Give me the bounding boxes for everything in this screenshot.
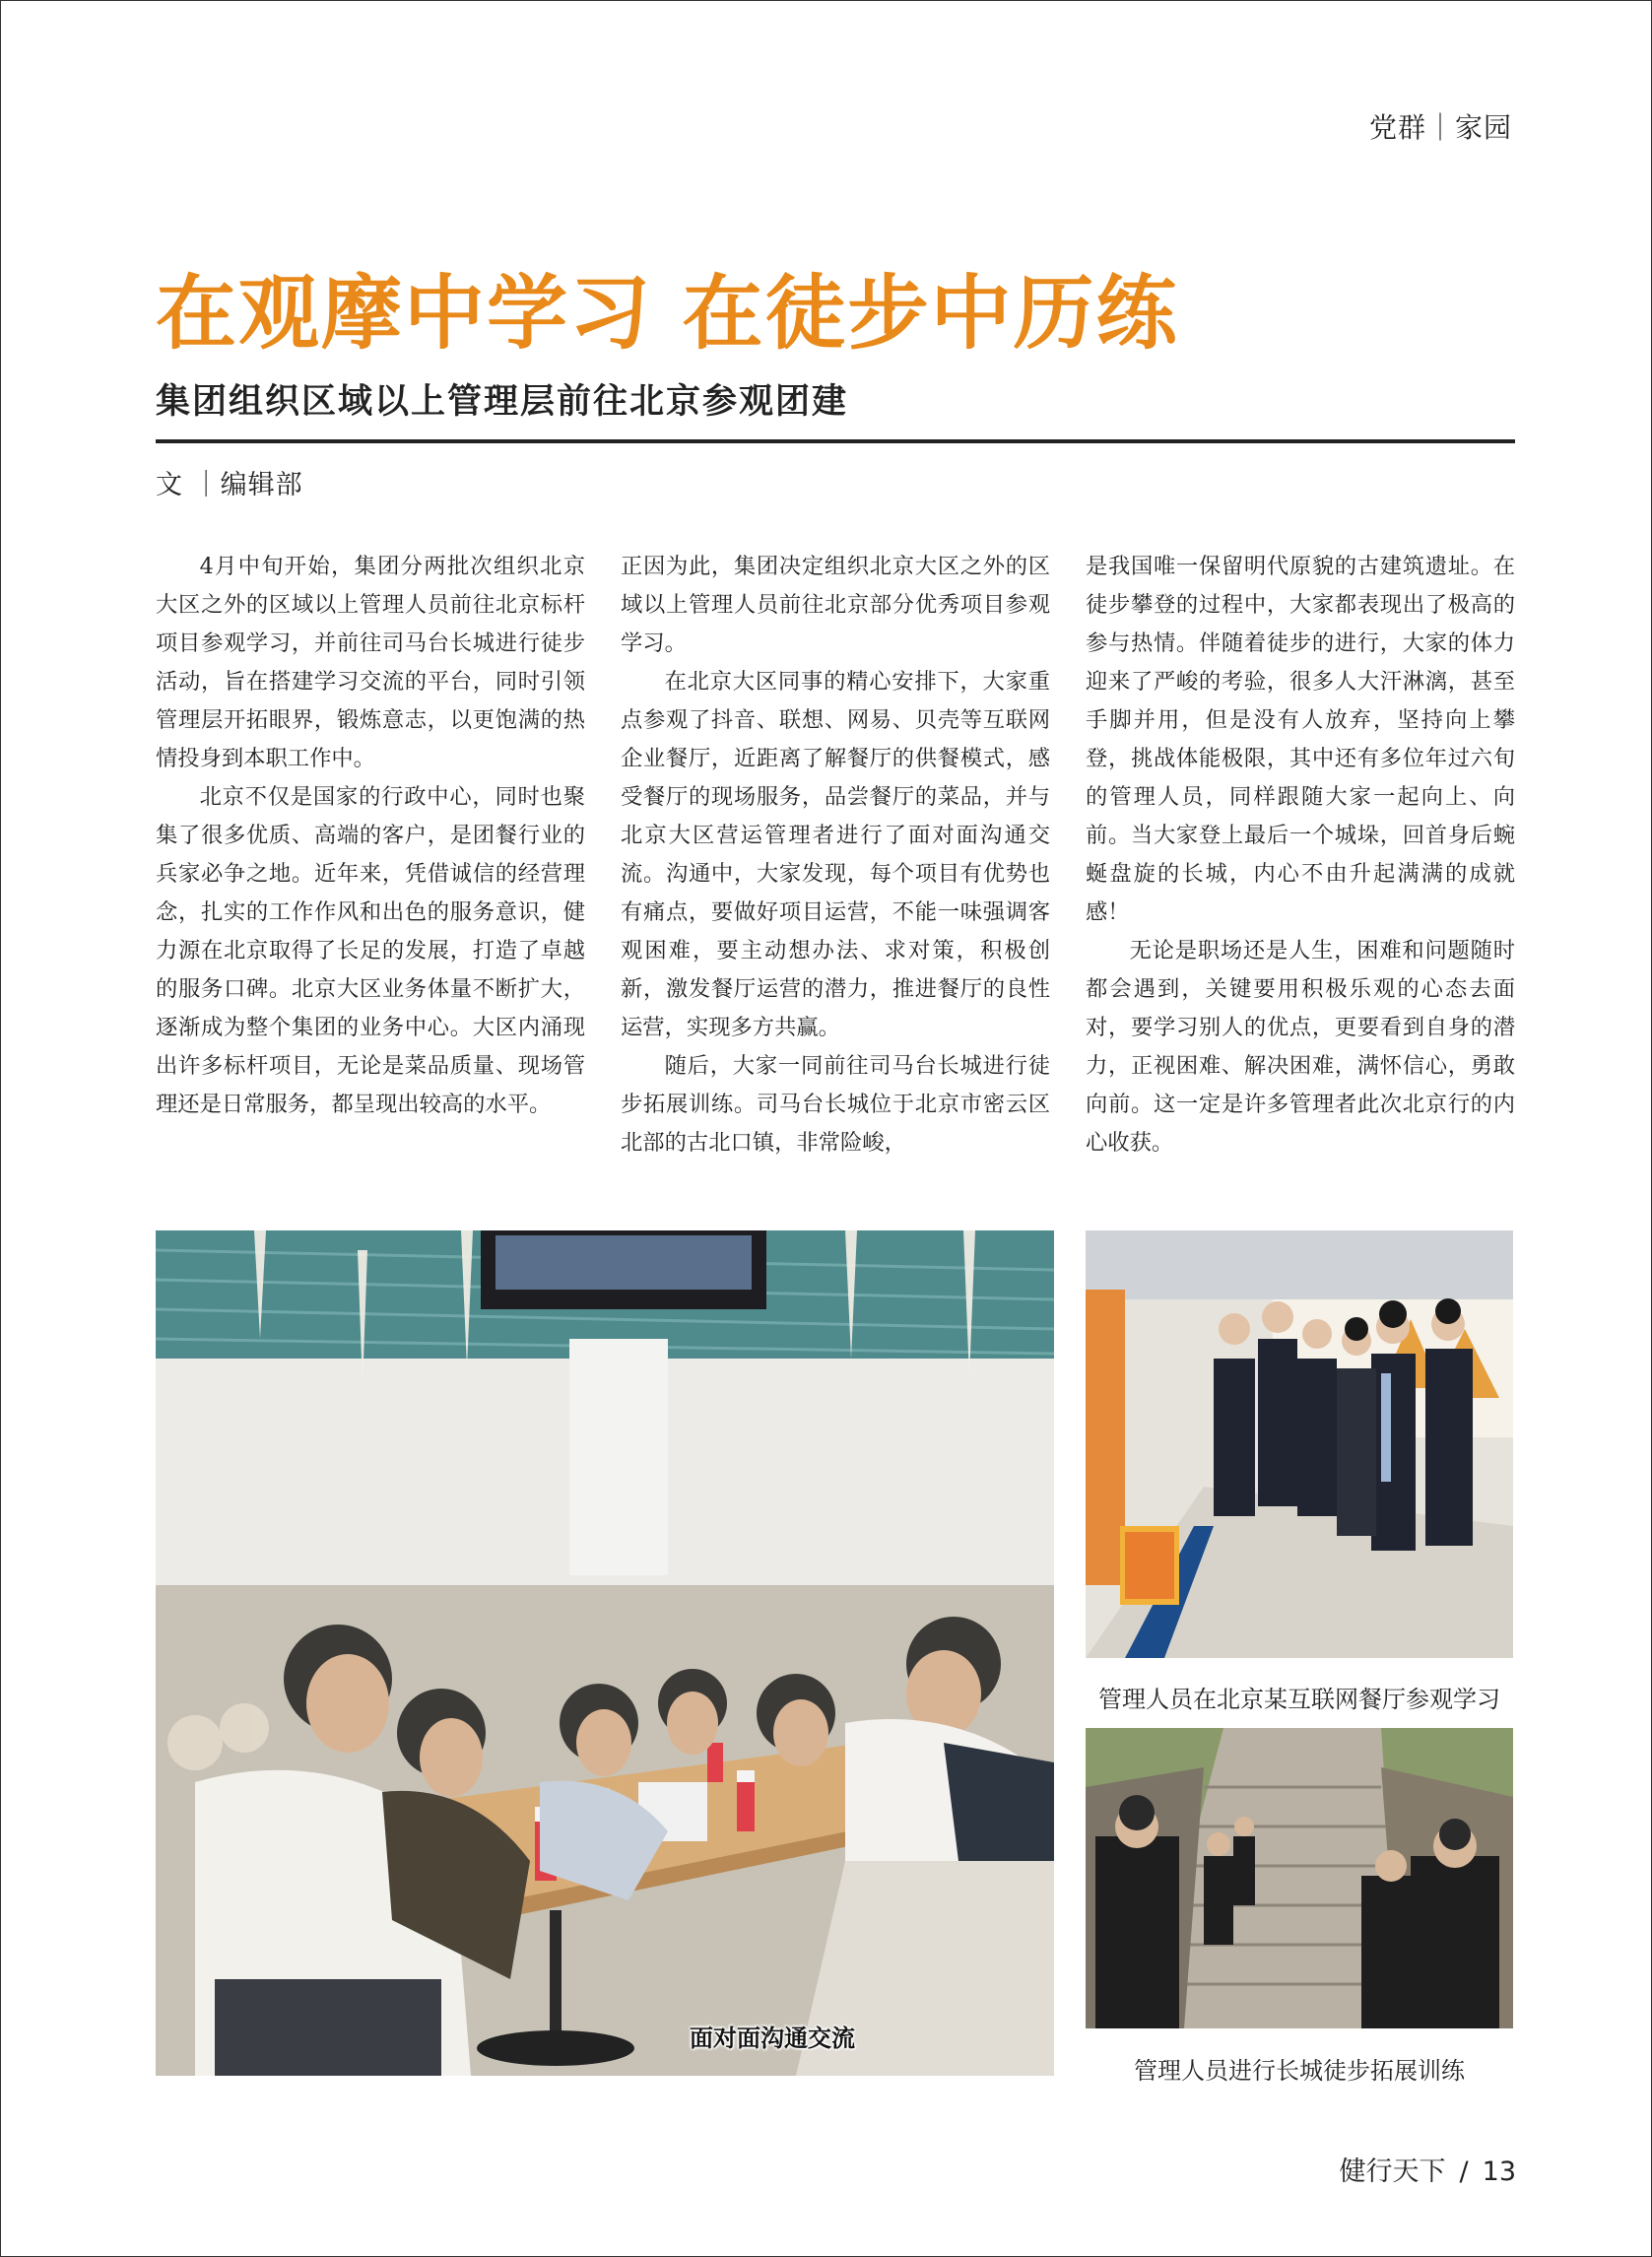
paragraph: 正因为此，集团决定组织北京大区之外的区域以上管理人员前往北京部分优秀项目参观学习。 (621, 554, 1050, 656)
main-photo-caption: 面对面沟通交流 (690, 2025, 855, 2052)
paragraph: 北京不仅是国家的行政中心，同时也聚集了很多优质、高端的客户，是团餐行业的兵家必争之地。近年来，凭借诚信的经营理念，扎实的工作作风和出色的服务意识，健力源在北京取得了长足的发展，打造了卓越的服务口碑。北京大区业务体量不断扩大，逐渐成为整个集团的业务中心。大区内涌现出许多标杆项目，无论是菜品质量、现场管理还是日常服务，都呈现出较高的水平。 (156, 784, 585, 1117)
paragraph: 在北京大区同事的精心安排下，大家重点参观了抖音、联想、网易、贝壳等互联网企业餐厅，近距离了解餐厅的供餐模式，感受餐厅的现场服务，品尝餐厅的菜品，并与北京大区营运管理者进行了面对面沟通交流。沟通中，大家发现，每个项目有优势也有痛点，要做好项目运营，不能一味强调客观困难，要主动想办法、求对策，积极创新，激发餐厅运营的潜力，推进餐厅的良性运营，实现多方共赢。 (621, 669, 1050, 1040)
paragraph: 是我国唯一保留明代原貌的古建筑遗址。在徒步攀登的过程中，大家都表现出了极高的参与热情。伴随着徒步的进行，大家的体力迎来了严峻的考验，很多人大汗淋漓，甚至手脚并用，但是没有人放弃，坚持向上攀登，挑战体能极限，其中还有多位年过六旬的管理人员，同样跟随大家一起向上、向前。当大家登上最后一个城垛，回首身后蜿蜒盘旋的长城，内心不由升起满满的成就感！ (1086, 554, 1515, 925)
byline: 文 ｜编辑部 (156, 470, 303, 500)
page-footer (1340, 2150, 1516, 2188)
footer-separator: / (1459, 2157, 1469, 2187)
article-title: 在观摩中学习 在徒步中历练 (156, 266, 1179, 361)
title-divider (156, 439, 1515, 443)
text-column-2 (621, 548, 1050, 1162)
text-column-1 (156, 548, 585, 1124)
canteen-photo-caption: 管理人员在北京某互联网餐厅参观学习 (1098, 1686, 1500, 1713)
paragraph: 随后，大家一同前往司马台长城进行徒步拓展训练。司马台长城位于北京市密云区北部的古北口镇，非常险峻， (621, 1053, 1050, 1156)
great-wall-photo-caption: 管理人员进行长城徒步拓展训练 (1134, 2057, 1465, 2085)
magazine-name: 健行天下 (1339, 2157, 1446, 2187)
paragraph: 无论是职场还是人生，困难和问题随时都会遇到，关键要用积极乐观的心态去面对，要学习别人的优点，更要看到自身的潜力，正视困难、解决困难，满怀信心，勇敢向前。这一定是许多管理者此次北京行的内心收获。 (1086, 938, 1515, 1156)
meeting-photo (156, 1230, 1054, 2076)
page-number: 13 (1482, 2157, 1516, 2187)
great-wall-photo (1086, 1728, 1513, 2028)
paragraph: 4月中旬开始，集团分两批次组织北京大区之外的区域以上管理人员前往北京标杆项目参观学习，并前往司马台长城进行徒步活动，旨在搭建学习交流的平台，同时引领管理层开拓眼界，锻炼意志，以更饱满的热情投身到本职工作中。 (156, 554, 585, 771)
section-tag: 党群｜家园 (1368, 111, 1512, 144)
text-column-3 (1086, 548, 1515, 1162)
article-subtitle: 集团组织区域以上管理层前往北京参观团建 (156, 382, 849, 422)
canteen-visit-photo (1086, 1230, 1513, 1658)
